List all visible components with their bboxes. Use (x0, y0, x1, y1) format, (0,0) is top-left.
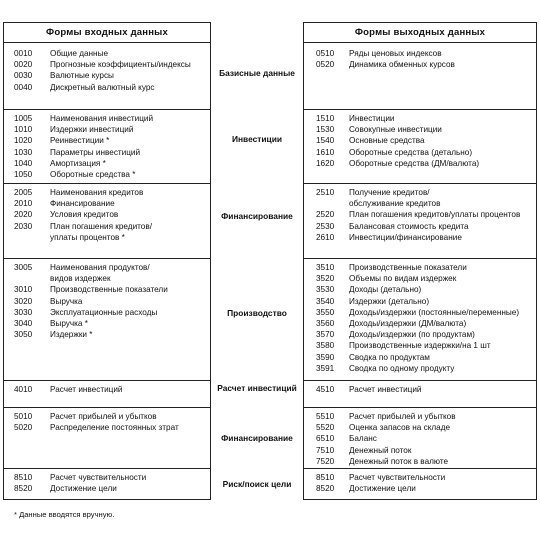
form-label: Реинвестиции * (50, 136, 110, 146)
form-label: Инвестиции/финансирование (349, 232, 462, 242)
form-code: 1620 (316, 158, 335, 168)
form-code: 3510 (316, 263, 335, 272)
form-label: Расчет прибылей и убытков (349, 412, 456, 421)
form-code: 8510 (316, 473, 335, 482)
right-form-row (304, 411, 536, 422)
form-label: Достижение цели (349, 484, 416, 494)
right-form-row (304, 307, 536, 318)
form-code: 1010 (14, 125, 33, 135)
section-divider (304, 183, 536, 184)
left-form-row (4, 82, 210, 93)
section-divider (304, 407, 536, 408)
form-label: Выручка (50, 296, 83, 306)
form-code: 3540 (316, 296, 335, 306)
form-code: 2030 (14, 221, 33, 231)
form-label: Производственные показатели (50, 285, 168, 295)
right-form-row (304, 209, 536, 220)
right-form-row (304, 433, 536, 444)
form-code: 5520 (316, 423, 335, 433)
form-label: Баланс (349, 434, 377, 444)
left-form-row (4, 472, 210, 483)
right-form-row (304, 363, 536, 374)
left-form-row (4, 158, 210, 169)
form-code: 2610 (316, 232, 335, 242)
form-label: Издержки (детально) (349, 296, 430, 306)
left-form-row (4, 232, 210, 243)
right-form-row (304, 48, 536, 59)
form-code: 1610 (316, 147, 335, 157)
form-code: 8520 (316, 484, 335, 494)
section-divider (304, 258, 536, 259)
input-forms-panel (3, 22, 211, 500)
section-divider (4, 109, 210, 110)
form-label: Совокупные инвестиции (349, 125, 442, 135)
section-divider (304, 380, 536, 381)
form-code: 2530 (316, 221, 335, 231)
form-label: Производственные показатели (349, 263, 467, 272)
right-form-row (304, 135, 536, 146)
category-label-base-data: Базисные данные (219, 68, 295, 78)
form-label: Выручка * (50, 319, 88, 328)
form-code: 3580 (316, 341, 335, 351)
right-form-row (304, 113, 536, 124)
right-form-row (304, 59, 536, 70)
form-label: Наименования кредитов (50, 188, 144, 197)
left-form-row (4, 422, 210, 433)
form-label: Амортизация * (50, 158, 106, 168)
right-form-row (304, 318, 536, 329)
right-form-row (304, 384, 536, 395)
left-form-row (4, 262, 210, 273)
category-label-production: Производство (227, 308, 287, 318)
right-form-row (304, 232, 536, 243)
form-label: Расчет чувствительности (349, 473, 446, 482)
category-label-investments: Инвестиции (231, 134, 283, 144)
form-label: Издержки инвестиций (50, 125, 134, 135)
form-label: Эксплуатационные расходы (50, 307, 158, 317)
right-form-row (304, 352, 536, 363)
form-code: 3520 (316, 274, 335, 284)
category-label-financing: Финансирование (221, 211, 293, 221)
section-divider (4, 183, 210, 184)
right-form-row (304, 221, 536, 232)
form-code: 3010 (14, 285, 33, 295)
right-form-row (304, 456, 536, 467)
form-label: Дискретный валютный курс (50, 82, 155, 92)
form-code: 0010 (14, 49, 33, 58)
form-label: Расчет инвестиций (50, 385, 123, 394)
form-code: 0030 (14, 71, 33, 81)
form-label: Объемы по видам издержек (349, 274, 457, 284)
form-code: 0510 (316, 49, 335, 58)
form-code: 1005 (14, 114, 33, 123)
form-label: Распределение постоянных зтрат (50, 423, 179, 433)
left-form-row (4, 284, 210, 295)
form-label: Наименования продуктов/ (50, 263, 150, 272)
form-label: Издержки * (50, 330, 93, 340)
form-label: Расчет прибылей и убытков (50, 412, 157, 421)
form-code: 2010 (14, 199, 33, 209)
left-form-row (4, 384, 210, 395)
form-label: Финансирование (50, 199, 115, 209)
input-forms-title: Формы входных данных (4, 23, 210, 43)
form-label: План погашения кредитов/ (50, 221, 152, 231)
left-form-row (4, 147, 210, 158)
right-form-row (304, 445, 536, 456)
form-label: Условия кредитов (50, 210, 119, 220)
form-code: 3005 (14, 263, 33, 272)
form-code: 2520 (316, 210, 335, 220)
left-form-row (4, 307, 210, 318)
form-label: Получение кредитов/ (349, 188, 430, 197)
left-form-row (4, 296, 210, 307)
right-form-row (304, 340, 536, 351)
form-label: Основные средства (349, 136, 425, 146)
right-form-row (304, 158, 536, 169)
form-label: Оборотные средства * (50, 170, 136, 179)
form-label: Наименования инвестиций (50, 114, 154, 123)
form-label: Производственные издержки/на 1 шт (349, 341, 491, 351)
form-code: 5010 (14, 412, 33, 421)
form-code: 3550 (316, 307, 335, 317)
right-form-row (304, 273, 536, 284)
right-form-row (304, 422, 536, 433)
form-code: 3020 (14, 296, 33, 306)
form-code: 7520 (316, 456, 335, 466)
left-form-row (4, 59, 210, 70)
footnote: * Данные вводятся вручную. (14, 510, 115, 519)
form-code: 7510 (316, 445, 335, 455)
form-label: Валютные курсы (50, 71, 114, 81)
form-code: 4510 (316, 385, 335, 394)
form-code: 1050 (14, 170, 33, 179)
form-label: Общие данные (50, 49, 109, 58)
form-label: Доходы/издержки (по продуктам) (349, 330, 475, 340)
right-form-row (304, 483, 536, 494)
category-label-financing-2: Финансирование (221, 433, 293, 443)
form-code: 3050 (14, 330, 33, 340)
left-form-row (4, 318, 210, 329)
output-forms-title: Формы выходных данных (304, 23, 536, 43)
form-code: 8510 (14, 473, 33, 482)
form-label: Ряды ценовых индексов (349, 49, 442, 58)
form-code: 1510 (316, 114, 335, 123)
form-label: План погашения кредитов/уплаты процентов (349, 210, 521, 220)
form-label: Доходы/издержки (ДМ/валюта) (349, 319, 467, 328)
section-divider (4, 258, 210, 259)
form-code: 3040 (14, 319, 33, 328)
form-label: Оборотные средства (ДМ/валюта) (349, 158, 480, 168)
form-code: 2510 (316, 188, 335, 197)
right-form-row (304, 124, 536, 135)
form-code: 3570 (316, 330, 335, 340)
right-form-row (304, 187, 536, 198)
form-label: Сводка по продуктам (349, 352, 430, 362)
right-form-row (304, 472, 536, 483)
left-form-row (4, 113, 210, 124)
form-code: 3591 (316, 363, 335, 373)
form-code: 3530 (316, 285, 335, 295)
form-code: 0040 (14, 82, 33, 92)
form-code: 1020 (14, 136, 33, 146)
form-label: Достижение цели (50, 484, 117, 494)
left-form-row (4, 187, 210, 198)
left-form-row (4, 483, 210, 494)
section-divider (4, 407, 210, 408)
form-code: 3030 (14, 307, 33, 317)
form-label: Балансовая стоимость кредита (349, 221, 469, 231)
form-code: 1530 (316, 125, 335, 135)
output-forms-panel (303, 22, 537, 500)
left-form-row (4, 198, 210, 209)
section-divider (304, 109, 536, 110)
form-code: 4010 (14, 385, 33, 394)
form-code: 5020 (14, 423, 33, 433)
form-label: Денежный поток (349, 445, 412, 455)
category-label-investment-calc: Расчет инвестиций (217, 383, 297, 393)
form-label: уплаты процентов * (50, 232, 125, 242)
left-form-row (4, 169, 210, 180)
form-code: 2005 (14, 188, 33, 197)
form-label: Сводка по одному продукту (349, 363, 455, 373)
left-form-row (4, 135, 210, 146)
left-form-row (4, 221, 210, 232)
right-form-row (304, 329, 536, 340)
left-form-row (4, 70, 210, 81)
form-label: Расчет чувствительности (50, 473, 147, 482)
right-form-row (304, 147, 536, 158)
category-label-risk: Риск/поиск цели (222, 479, 292, 489)
form-label: Расчет инвестиций (349, 385, 422, 394)
form-label: Денежный поток в валюте (349, 456, 449, 466)
form-label: Прогнозные коэффициенты/индексы (50, 60, 191, 70)
right-form-row (304, 262, 536, 273)
form-label: Доходы (детально) (349, 285, 422, 295)
form-label: обслуживание кредитов (349, 199, 441, 209)
form-code: 5510 (316, 412, 335, 421)
form-label: Доходы/издержки (постоянные/переменные) (349, 307, 520, 317)
right-form-row (304, 284, 536, 295)
form-label: видов издержек (50, 274, 111, 284)
form-code: 1040 (14, 158, 33, 168)
left-form-row (4, 209, 210, 220)
form-label: Оценка запасов на складе (349, 423, 451, 433)
form-code: 2020 (14, 210, 33, 220)
form-label: Динамика обменных курсов (349, 60, 455, 70)
right-form-row (304, 296, 536, 307)
form-code: 8520 (14, 484, 33, 494)
section-divider (4, 380, 210, 381)
form-code: 6510 (316, 434, 335, 444)
form-label: Инвестиции (349, 114, 395, 123)
left-form-row (4, 273, 210, 284)
form-code: 0020 (14, 60, 33, 70)
left-form-row (4, 411, 210, 422)
right-form-row (304, 198, 536, 209)
left-form-row (4, 48, 210, 59)
form-label: Оборотные средства (детально) (349, 147, 473, 157)
form-code: 1030 (14, 147, 33, 157)
form-code: 0520 (316, 60, 335, 70)
form-code: 3590 (316, 352, 335, 362)
section-divider (304, 468, 536, 469)
left-form-row (4, 329, 210, 340)
section-divider (4, 468, 210, 469)
form-code: 1540 (316, 136, 335, 146)
form-code: 3560 (316, 319, 335, 328)
form-label: Параметры инвестиций (50, 147, 141, 157)
left-form-row (4, 124, 210, 135)
